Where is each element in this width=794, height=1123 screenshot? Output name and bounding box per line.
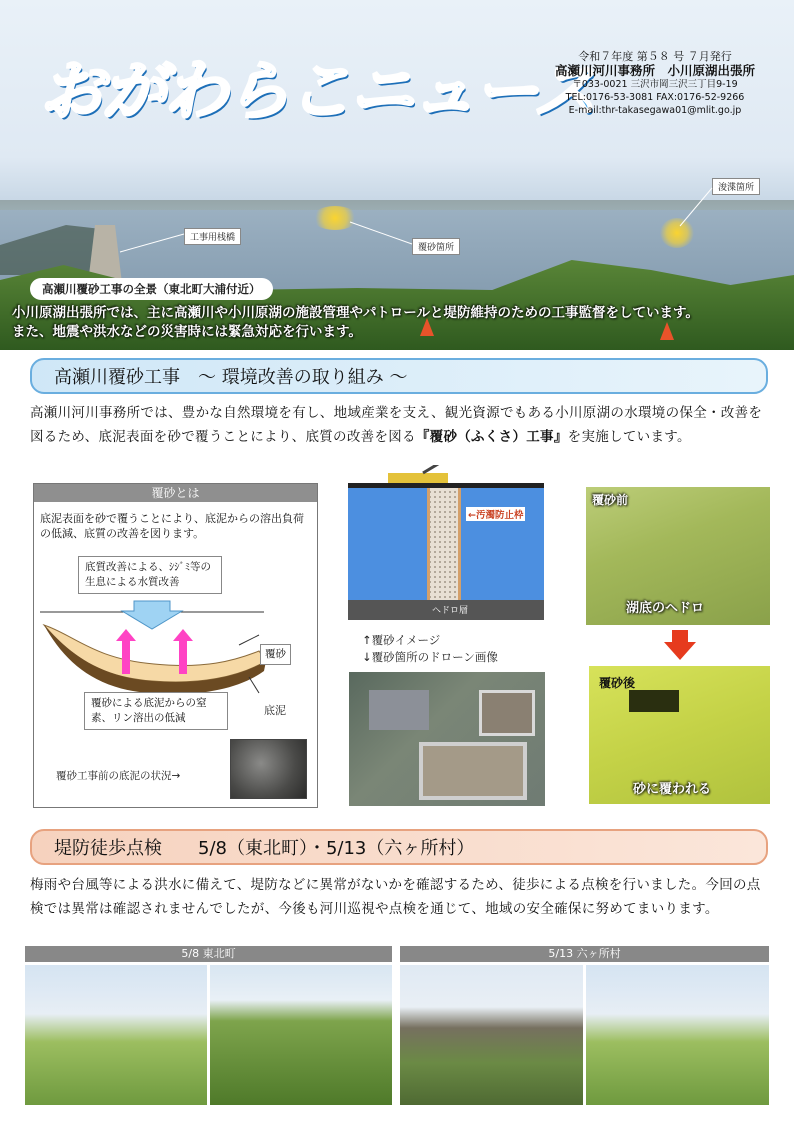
label-fukusa-site: 覆砂箇所 [412,238,460,255]
inspection-photo-1 [25,965,207,1105]
section-heading-levee-inspection: 堤防徒歩点検 5/8（東北町）・5/13（六ヶ所村） [30,829,768,865]
issue-line: 令和７年度 第５８ 号 ７月発行 [578,50,732,63]
water-quality-note: 底質改善による、ｼｼﾞﾐ等の生息による水質改善 [78,556,222,594]
photo-group-rokkasho [400,946,769,1105]
phone-line: TEL:0176-53-3081 FAX:0176-52-9266 [565,92,745,103]
hero-description-line1: 小川原湖出張所では、主に高瀬川や小川原湖の施設管理やパトロールと堤防維持のための工事監督をしています。 [12,305,699,321]
fukusa-box-heading: 覆砂とは [34,484,317,502]
photo-row-rokkasho [400,965,769,1105]
drone-barge [419,742,527,800]
section-heading-fukusa: 高瀬川覆砂工事 ～ 環境改善の取り組み ～ [30,358,768,394]
drone-photo [349,672,545,806]
before-photo [586,487,770,625]
hero-description [12,304,792,342]
fukusa-explainer-box [33,483,318,808]
fence-label: ←汚濁防止枠 [466,507,525,521]
email-line: E-mail:thr-takasegawa01@mlit.go.jp [568,105,742,116]
inspection-photo-2 [210,965,392,1105]
photo-group-tohoku [25,946,392,1105]
photo-row-tohoku [25,965,392,1105]
after-label: 砂に覆われる [633,782,712,797]
caption-image: ↑覆砂イメージ [362,633,441,647]
fukusa-paragraph-emph: 『覆砂（ふくさ）工事』 [415,429,568,445]
fukusa-image-diagram [348,465,544,620]
fukusa-paragraph [30,401,770,449]
caption-drone: ↓覆砂箇所のドローン画像 [362,650,498,664]
inspection-photo-3 [400,965,583,1105]
after-sign [629,690,679,712]
photo-group-rokkasho-title: 5/13 六ヶ所村 [400,946,769,962]
mud-photo [230,739,307,799]
mud-label: 底泥 [264,704,286,717]
mud-photo-caption: 覆砂工事前の底泥の状況→ [56,770,181,782]
newsletter-title: おがわらこニュース [40,55,595,129]
label-dredge-site: 浚渫箇所 [712,178,760,195]
fukusa-box-description: 底泥表面を砂で覆うことにより、底泥からの溶出負荷の低減、底質の改善を図ります。 [40,512,304,540]
before-tag: 覆砂前 [592,493,629,507]
office-name: 高瀬川河川事務所 小川原湖出張所 [554,63,755,78]
photo-group-tohoku-title: 5/8 東北町 [25,946,392,962]
after-tag: 覆砂後 [599,676,636,690]
fukusa-diagram-svg [348,465,544,620]
fukusa-paragraph-a: 高瀬川河川事務所では、豊かな自然環境を有し、地域産業を支え、観光資源でもある小川原湖の水環境の保全・改善を図るため、底泥表面を砂で覆うことにより、底質の改善を図る [30,405,763,445]
levee-inspection-paragraph: 梅雨や台風等による洪水に備えて、堤防などに異常がないかを確認するため、徒歩による点検を行いました。今回の点検では異常は確認されませんでしたが、今後も河川巡視や点検を通じて、地域の安全確保に努めてまいります。 [30,877,761,917]
drone-hopper [479,690,535,736]
sand-label: 覆砂 [260,644,291,665]
nutrient-reduction-note: 覆砂による底泥からの窒素、リン溶出の低減 [84,692,228,730]
label-work-bridge: 工事用桟橋 [184,228,241,245]
inspection-photo-4 [586,965,769,1105]
diagram-captions [362,632,498,666]
down-arrow-icon [664,630,696,660]
hero-description-line2: また、地震や洪水などの災害時には緊急対応を行います。 [12,324,362,340]
after-photo [589,666,770,804]
before-label: 湖底のヘドロ [626,601,705,616]
fukusa-paragraph-c: を実施しています。 [567,429,691,445]
sludge-layer-label: ヘドロ層 [432,606,469,616]
address-line: 〒033-0021 三沢市岡三沢三丁目9-19 [572,79,738,90]
hero-caption: 高瀬川覆砂工事の全景（東北町大浦付近） [30,278,273,300]
drone-vessel [369,690,429,730]
